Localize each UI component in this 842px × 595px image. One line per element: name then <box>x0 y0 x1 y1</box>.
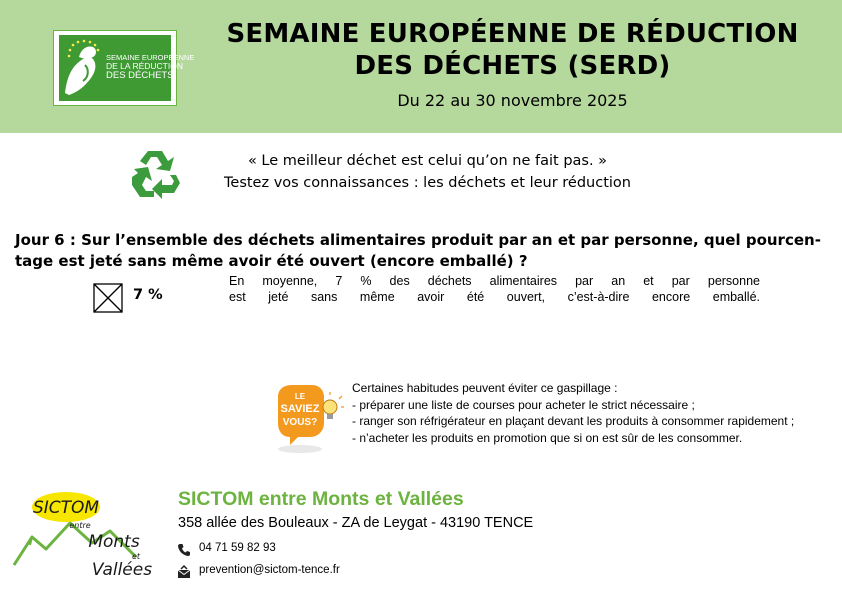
sictom-logo <box>10 485 160 585</box>
quiz-question <box>15 230 830 272</box>
tip-item: - préparer une liste de courses pour acheter le strict nécessaire ; <box>352 397 695 412</box>
organization-address: 358 allée des Bouleaux - ZA de Leygat - 43190 TENCE <box>178 515 534 531</box>
badge-word-le: LE <box>294 392 306 401</box>
intro-subtitle: Testez vos connaissances : les déchets et leur réduction <box>224 175 631 191</box>
tips-intro: Certaines habitudes peuvent éviter ce gaspillage : <box>352 381 618 395</box>
answer-checkbox[interactable] <box>93 283 123 313</box>
question-line-2: tage est jeté sans même avoir été ouvert (encore emballé) ? <box>15 252 528 270</box>
sictom-logo-word: SICTOM <box>32 498 100 518</box>
explanation-line-2: est jeté sans même avoir été ouvert, c’est-à-dire encore emballé. <box>229 290 760 304</box>
logo-text-line: SEMAINE EUROPÉENNE <box>106 53 195 62</box>
serd-logo <box>53 30 195 106</box>
answer-value: 7 % <box>133 287 163 303</box>
event-dates: Du 22 au 30 novembre 2025 <box>397 91 628 110</box>
logo-text-line: DES DÉCHETS <box>106 70 174 81</box>
email-address[interactable]: prevention@sictom-tence.fr <box>199 564 340 576</box>
tip-item: - ranger son réfrigérateur en plaçant devant les produits à consommer rapidement ; <box>352 414 795 428</box>
page-title <box>190 18 835 82</box>
sictom-logo-word: entre <box>69 521 91 530</box>
email-icon <box>177 565 191 579</box>
organization-name: SICTOM entre Monts et Vallées <box>178 488 464 510</box>
sictom-logo-word: Vallées <box>91 560 153 580</box>
phone-number[interactable]: 04 71 59 82 93 <box>199 542 276 554</box>
serd-logo-text <box>106 53 195 81</box>
header-banner <box>0 0 842 133</box>
sictom-logo-word: Monts <box>88 532 140 552</box>
quote-text: « Le meilleur déchet est celui qu’on ne fait pas. » <box>247 153 608 169</box>
logo-text-line: DE LA RÉDUCTION <box>106 61 183 71</box>
serd-logo-background <box>59 35 195 101</box>
explanation-line-1: En moyenne, 7 % des déchets alimentaires par an et par personne <box>229 274 760 288</box>
le-saviez-vous-badge <box>268 383 344 455</box>
phone-icon <box>177 543 191 557</box>
title-line-2: DES DÉCHETS (SERD) <box>354 51 671 81</box>
badge-word-saviez: SAVIEZ <box>280 403 320 415</box>
recycle-icon <box>128 147 182 199</box>
tip-item: - n’acheter les produits en promotion que si on est sûr de les consommer. <box>352 430 743 445</box>
sictom-logo-word: et <box>131 552 141 561</box>
title-line-1: SEMAINE EUROPÉENNE DE RÉDUCTION <box>226 19 799 49</box>
badge-word-vous: VOUS? <box>282 417 318 428</box>
intro-text <box>185 150 670 194</box>
question-line-1: Jour 6 : Sur l’ensemble des déchets alimentaires produit par an et par personne, quel pourcen- <box>15 231 821 249</box>
tips-block <box>352 380 837 446</box>
answer-explanation <box>229 273 760 305</box>
